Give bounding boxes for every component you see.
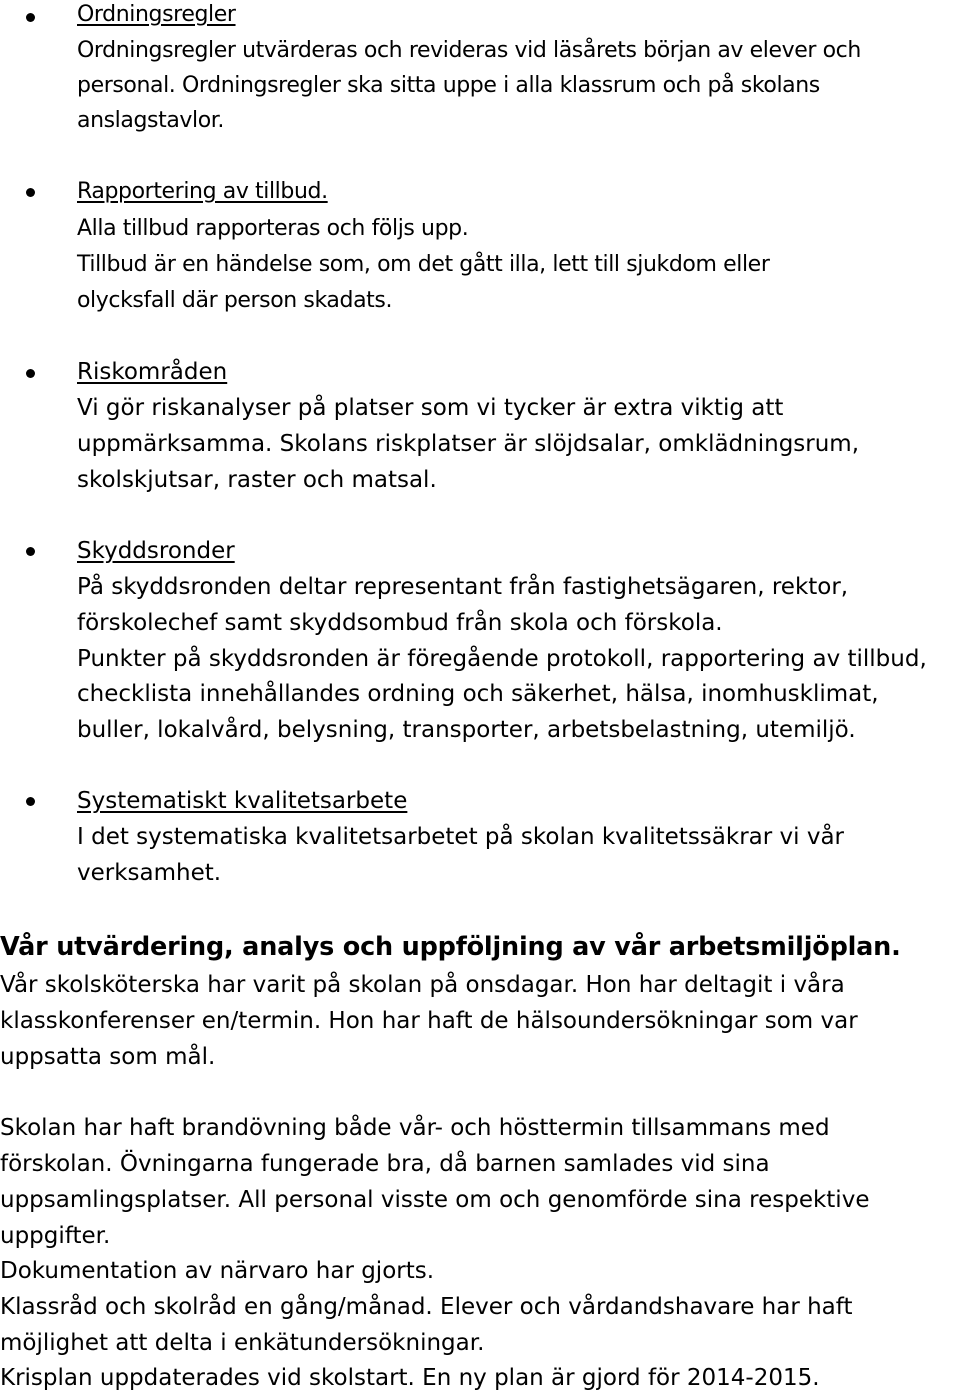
bullet-icon bbox=[26, 13, 35, 22]
item-title-kvalitetsarbete: Systematiskt kvalitetsarbete bbox=[77, 788, 408, 814]
paragraph-line: möjlighet att delta i enkätundersökningar. bbox=[0, 1330, 485, 1356]
item-title-rapportering: Rapportering av tillbud. bbox=[77, 179, 328, 204]
paragraph-line: Dokumentation av närvaro har gjorts. bbox=[0, 1258, 435, 1284]
paragraph-line: Klassråd och skolråd en gång/månad. Elever och vårdandshavare har haft bbox=[0, 1294, 853, 1320]
paragraph-line: Vår skolsköterska har varit på skolan på onsdagar. Hon har deltagit i våra bbox=[0, 972, 845, 998]
paragraph-line: Krisplan uppdaterades vid skolstart. En ny plan är gjord för 2014-2015. bbox=[0, 1365, 820, 1391]
paragraph-line: Skolan har haft brandövning både vår- och hösttermin tillsammans med bbox=[0, 1115, 830, 1141]
item-text-line: personal. Ordningsregler ska sitta uppe i alla klassrum och på skolans bbox=[77, 73, 820, 98]
item-title-skyddsronder: Skyddsronder bbox=[77, 538, 235, 564]
item-title-ordningsregler: Ordningsregler bbox=[77, 2, 236, 27]
paragraph-line: uppsatta som mål. bbox=[0, 1044, 216, 1070]
item-text-line: skolskjutsar, raster och matsal. bbox=[77, 467, 437, 493]
item-title-riskomraden: Riskområden bbox=[77, 359, 228, 385]
item-text-line: anslagstavlor. bbox=[77, 108, 225, 133]
paragraph-line: klasskonferenser en/termin. Hon har haft de hälsoundersökningar som var bbox=[0, 1008, 858, 1034]
bullet-icon bbox=[26, 547, 35, 556]
item-text-line: Alla tillbud rapporteras och följs upp. bbox=[77, 216, 469, 241]
paragraph-line: uppsamlingsplatser. All personal visste om och genomförde sina respektive bbox=[0, 1187, 870, 1213]
item-text-line: buller, lokalvård, belysning, transporter, arbetsbelastning, utemiljö. bbox=[77, 717, 856, 743]
bullet-icon bbox=[26, 188, 35, 197]
bullet-icon bbox=[26, 369, 35, 378]
item-text-line: verksamhet. bbox=[77, 860, 222, 886]
item-text-line: I det systematiska kvalitetsarbetet på skolan kvalitetssäkrar vi vår bbox=[77, 824, 844, 850]
section-heading: Vår utvärdering, analys och uppföljning av vår arbetsmiljöplan. bbox=[0, 932, 901, 962]
item-text-line: Punkter på skyddsronden är föregående protokoll, rapportering av tillbud, bbox=[77, 646, 927, 672]
item-text-line: olycksfall där person skadats. bbox=[77, 288, 393, 313]
item-text-line: Tillbud är en händelse som, om det gått illa, lett till sjukdom eller bbox=[77, 252, 770, 277]
item-text-line: På skyddsronden deltar representant från fastighetsägaren, rektor, bbox=[77, 574, 849, 600]
bullet-icon bbox=[26, 797, 35, 806]
paragraph-line: förskolan. Övningarna fungerade bra, då barnen samlades vid sina bbox=[0, 1151, 770, 1177]
paragraph-line: uppgifter. bbox=[0, 1223, 111, 1249]
item-text-line: Ordningsregler utvärderas och revideras vid läsårets början av elever och bbox=[77, 38, 861, 63]
item-text-line: förskolechef samt skyddsombud från skola och förskola. bbox=[77, 610, 723, 636]
item-text-line: uppmärksamma. Skolans riskplatser är slöjdsalar, omklädningsrum, bbox=[77, 431, 860, 457]
item-text-line: Vi gör riskanalyser på platser som vi tycker är extra viktig att bbox=[77, 395, 784, 421]
item-text-line: checklista innehållandes ordning och säkerhet, hälsa, inomhusklimat, bbox=[77, 681, 879, 707]
